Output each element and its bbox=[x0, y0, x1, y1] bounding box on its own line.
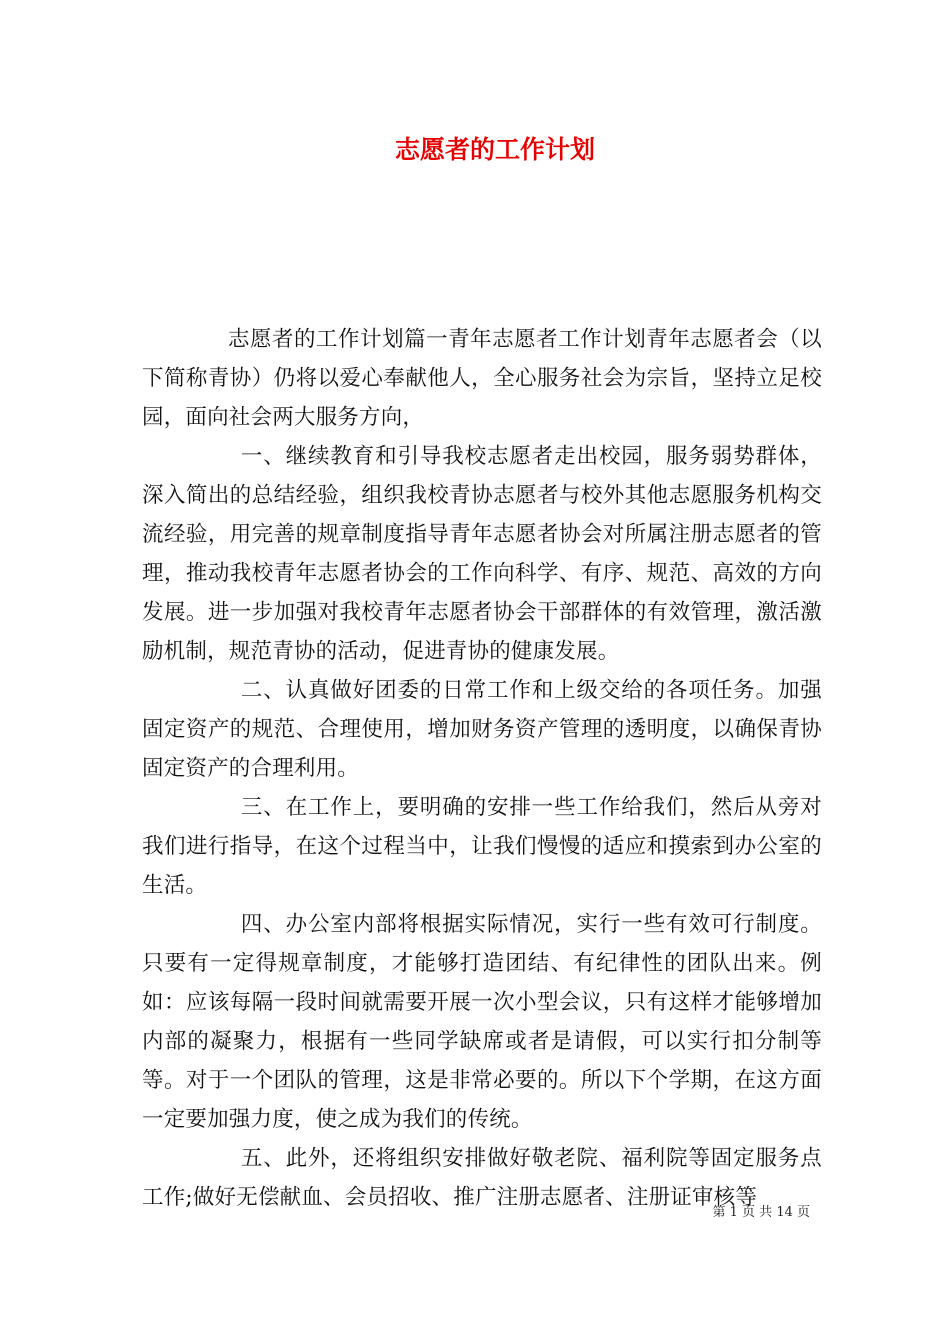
paragraph-item-1: 一、继续教育和引导我校志愿者走出校园，服务弱势群体，深入简出的总结经验，组织我校青协志愿者与校外其他志愿服务机构交流经验，用完善的规章制度指导青年志愿者协会对所属注册志愿者的管理，推动我校青年志愿者协会的工作向科学、有序、规范、高效的方向发展。进一步加强对我校青年志愿者协会干部群体的有效管理，激活激励机制，规范青协的活动，促进青协的健康发展。 bbox=[142, 444, 822, 664]
paragraph-item-5: 五、此外，还将组织安排做好敬老院、福利院等固定服务点工作;做好无偿献血、会员招收、推广注册志愿者、注册证审核等 bbox=[142, 1146, 822, 1210]
paragraph-intro: 志愿者的工作计划篇一青年志愿者工作计划青年志愿者会（以下简称青协）仍将以爱心奉献他人，全心服务社会为宗旨，坚持立足校园，面向社会两大服务方向， bbox=[142, 327, 822, 430]
document-body bbox=[142, 320, 822, 1217]
paragraph-item-3: 三、在工作上，要明确的安排一些工作给我们，然后从旁对我们进行指导，在这个过程当中，让我们慢慢的适应和摸索到办公室的生活。 bbox=[142, 795, 822, 898]
page-number-footer: 第 1 页 共 14 页 bbox=[712, 1205, 810, 1220]
document-title: 志愿者的工作计划 bbox=[394, 135, 595, 164]
paragraph-item-2: 二、认真做好团委的日常工作和上级交给的各项任务。加强固定资产的规范、合理使用，增加财务资产管理的透明度，以确保青协固定资产的合理利用。 bbox=[142, 678, 822, 781]
paragraph-item-4: 四、办公室内部将根据实际情况，实行一些有效可行制度。只要有一定得规章制度，才能够打造团结、有纪律性的团队出来。例如：应该每隔一段时间就需要开展一次小型会议，只有这样才能够增加内部的凝聚力，根据有一些同学缺席或者是请假，可以实行扣分制等等。对于一个团队的管理，这是非常必要的。所以下个学期，在这方面一定要加强力度，使之成为我们的传统。 bbox=[142, 912, 822, 1132]
